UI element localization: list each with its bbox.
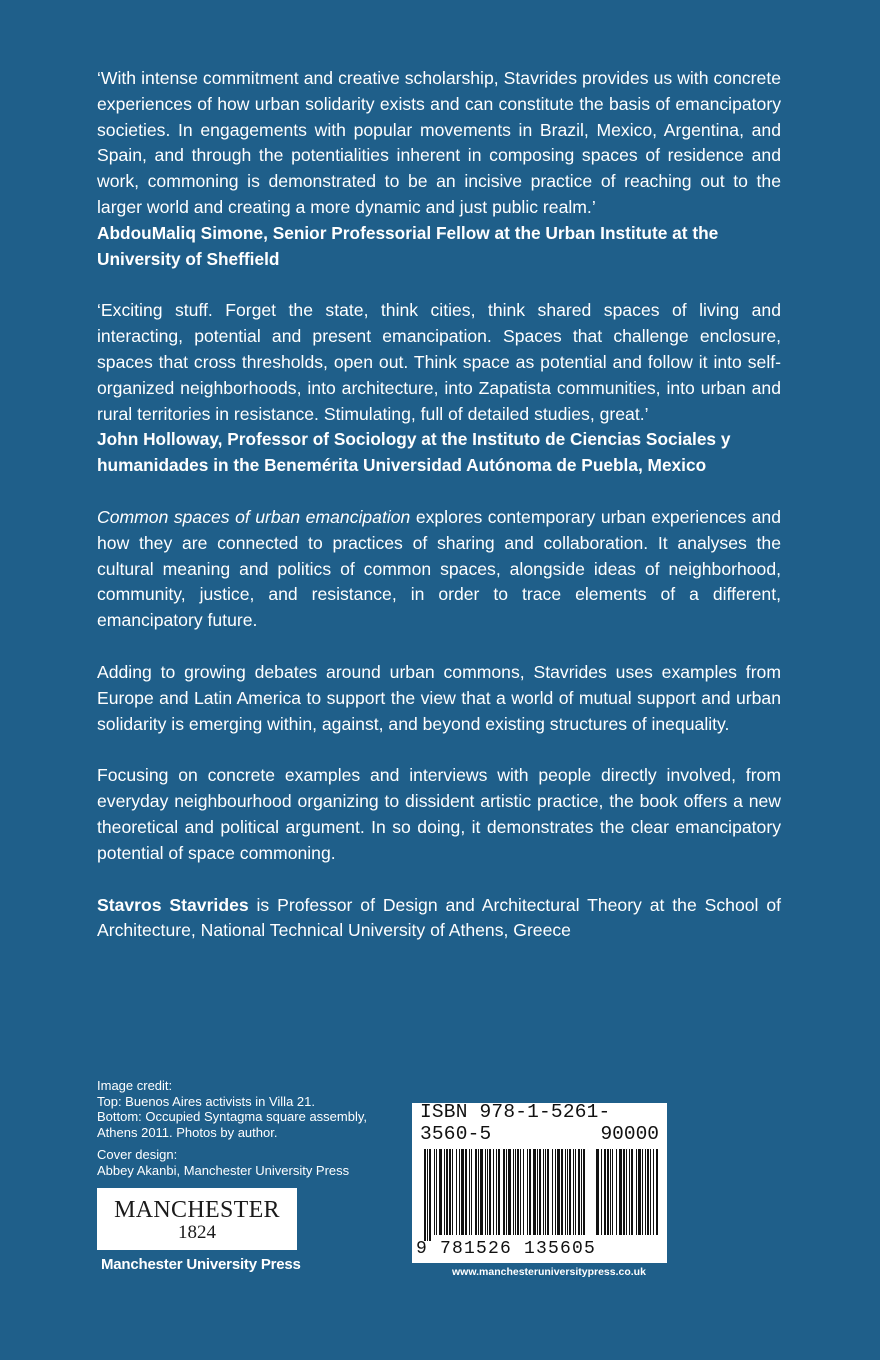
image-credit-label: Image credit: <box>97 1078 173 1093</box>
quote-2-text: ‘Exciting stuff. Forget the state, think cities, think shared spaces of living and interacting, potential and present emancipation. Spaces that challenge enclosure, spaces that cross thresholds, open out. Think space as potential and follow it into self-organized neighborhoods, into architecture, into Zapatista communities, into urban and rural territories in resistance. Stimulating, full of detailed studies, great.’ <box>97 300 781 424</box>
image-credit-line-3: Athens 2011. Photos by author. <box>97 1124 278 1140</box>
publisher-url: www.manchesteruniversitypress.co.uk <box>452 1266 646 1278</box>
publisher-logo-year: 1824 <box>178 1222 216 1243</box>
book-title-italic: Common spaces of urban emancipation <box>97 506 411 527</box>
publisher-press-name: Manchester University Press <box>101 1256 301 1273</box>
image-credit-line-1: Top: Buenos Aires activists in Villa 21. <box>97 1093 315 1109</box>
credits-block <box>97 1078 397 1178</box>
barcode-digits: 9 781526 135605 <box>416 1239 597 1259</box>
description-paragraph-1-rest: explores contemporary urban experiences and how they are connected to practices of sharing and collaboration. It analyses the cultural meaning and politics of common spaces, alongside ideas of neighborhood, community, justice, and resistance, in order to trace elements of a different, emancipatory future. <box>97 506 781 631</box>
quote-1-text: ‘With intense commitment and creative scholarship, Stavrides provides us with concrete experiences of how urban solidarity exists and can constitute the basis of emancipatory societies. In engagements with popular movements in Brazil, Mexico, Argentina, and Spain, and through the potentialities inherent in composing spaces of residence and work, commoning is demonstrated to be an incisive practice of reaching out to the larger world and creating a more dynamic and just public realm.’ <box>97 68 781 217</box>
description-paragraph-3: Focusing on concrete examples and interviews with people directly involved, from everyday neighbourhood organizing to dissident artistic practice, the book offers a new theoretical and political argument. In so doing, it demonstrates the clear emancipatory potential of space commoning. <box>97 765 781 863</box>
publisher-logo <box>97 1188 297 1250</box>
isbn-barcode <box>412 1103 667 1263</box>
description-paragraph-1 <box>97 505 781 634</box>
cover-design-credit: Abbey Akanbi, Manchester University Press <box>97 1162 350 1178</box>
description-paragraph-2: Adding to growing debates around urban commons, Stavrides uses examples from Europe and Latin America to support the view that a world of mutual support and urban solidarity is emerging within, against, and beyond existing structures of inequality. <box>97 661 781 734</box>
cover-design-label: Cover design: <box>97 1147 178 1162</box>
back-cover-text <box>97 66 781 944</box>
quote-2-attribution: John Holloway, Professor of Sociology at the Instituto de Ciencias Sociales y humanidades in the Benemérita Universidad Autónoma de Puebla, Mexico <box>97 429 731 476</box>
isbn-text: ISBN 978-1-5261-3560-5 <box>420 1101 611 1145</box>
price-code: 90000 <box>600 1123 659 1145</box>
publisher-logo-name: MANCHESTER <box>114 1197 280 1223</box>
author-bio-rest: is Professor of Design and Architectural Theory at the School of Architecture, National Technical University of Athens, Greece <box>97 894 781 941</box>
author-bio <box>97 893 781 945</box>
image-credit-line-2: Bottom: Occupied Syntagma square assembly, <box>97 1109 367 1124</box>
quote-1-attribution: AbdouMaliq Simone, Senior Professorial Fellow at the Urban Institute at the University of Sheffield <box>97 222 719 269</box>
author-name: Stavros Stavrides <box>97 894 249 915</box>
